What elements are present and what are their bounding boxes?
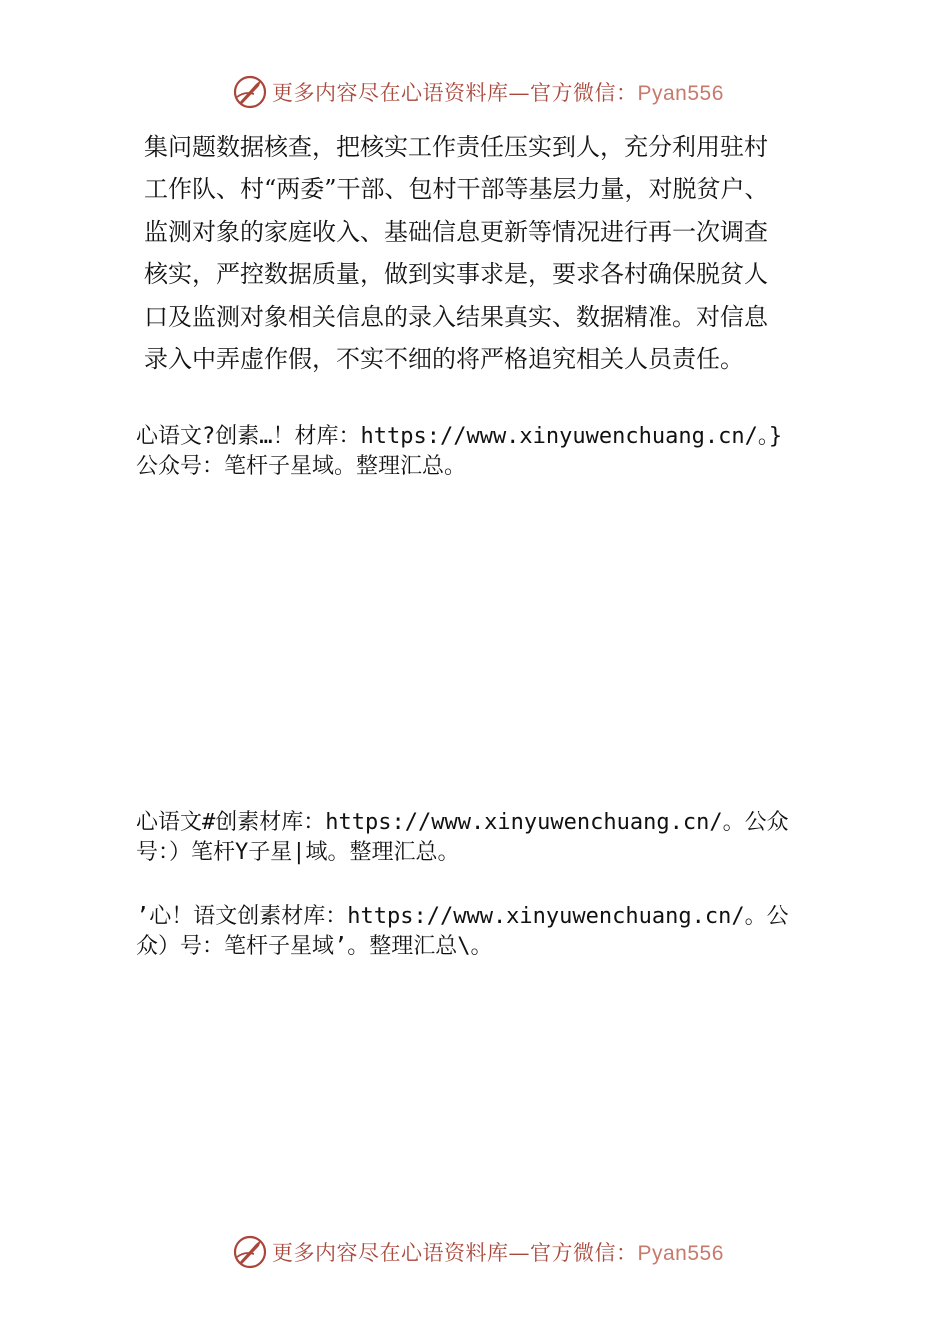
body-paragraph	[144, 126, 824, 380]
pen-nib-logo-icon	[232, 74, 268, 110]
footer-banner-text: 更多内容尽在心语资料库—官方微信：Pyan556	[272, 1241, 724, 1265]
header-banner	[232, 72, 752, 112]
footer-banner-handle: Pyan556	[637, 1242, 724, 1265]
body-line: 核实，严控数据质量，做到实事求是，要求各村确保脱贫人	[144, 260, 768, 289]
note-line: 心语文#创素材库：https://www.xinyuwenchuang.cn/。公众	[136, 810, 789, 835]
body-line: 监测对象的家庭收入、基础信息更新等情况进行再一次调查	[144, 217, 768, 246]
body-line: 录入中弄虚作假，不实不细的将严格追究相关人员责任。	[144, 345, 744, 374]
body-line: 口及监测对象相关信息的录入结果真实、数据精准。对信息	[144, 302, 768, 331]
pen-nib-logo-icon	[232, 1234, 268, 1270]
header-banner-handle: Pyan556	[637, 82, 724, 105]
note-line: 公众号：笔杆子星域。整理汇总。	[136, 454, 467, 479]
source-note-1	[136, 422, 836, 482]
body-line: 集问题数据核查，把核实工作责任压实到人，充分利用驻村	[144, 133, 768, 161]
header-banner-text: 更多内容尽在心语资料库—官方微信：Pyan556	[272, 81, 724, 105]
note-line: 号：）笔杆Y子星|域。整理汇总。	[136, 840, 460, 865]
note-line: 心语文?创素…！材库：https://www.xinyuwenchuang.cn/。}	[136, 424, 783, 449]
source-note-2	[136, 808, 836, 868]
note-line: ’心！语文创素材库：https://www.xinyuwenchuang.cn/。公	[136, 904, 789, 929]
note-line: 众）号：笔杆子星域’。整理汇总\。	[136, 934, 493, 959]
footer-banner	[232, 1232, 752, 1272]
body-line: 工作队、村“两委”干部、包村干部等基层力量，对脱贫户、	[144, 175, 769, 204]
source-note-3	[136, 902, 836, 962]
